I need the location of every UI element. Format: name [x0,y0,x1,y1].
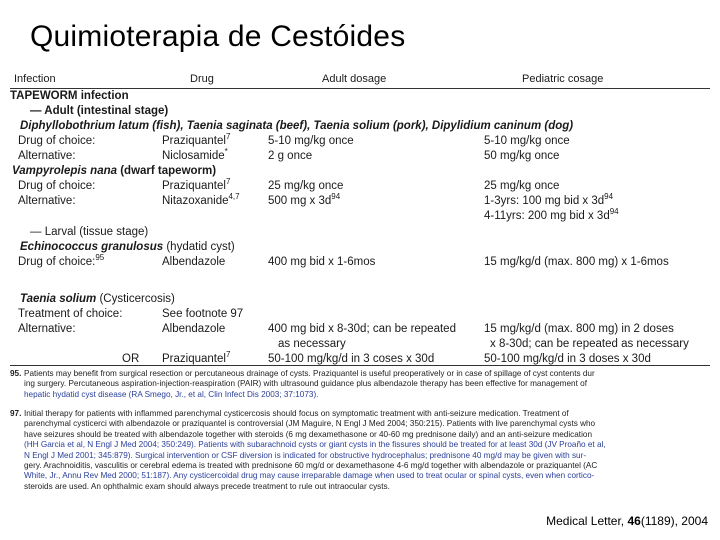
footnote-ref: 95 [95,253,105,263]
species-desc: (Cysticercosis) [96,293,175,305]
drug-text: Praziquantel [162,180,226,192]
table-header [10,72,710,87]
col-pediatric-dosage: Pediatric cosage [522,73,604,85]
pediatric-dose: 15 mg/kg/d (max. 800 mg) in 2 doses [484,323,674,335]
footnote-ref: 7 [225,350,231,360]
adult-dose: 2 g once [268,150,313,162]
pediatric-dose: 50 mg/kg once [484,150,560,162]
species-heading [20,292,710,307]
table-row [10,134,710,149]
drug-text: Niclosamide [162,150,225,162]
footnote-line: N Engl J Med 2001; 345:879). Surgical intervention or CSF diversion is indicated for obstructive hydrocephalus; prednisone 40 mg/d may be given with sur- [24,450,587,460]
footnote-97 [10,409,700,495]
stage-heading: — Adult (intestinal stage) [30,105,169,117]
drug-name [162,194,240,209]
drug-text: Praziquantel [162,353,226,365]
label-text: Drug of choice: [18,256,96,268]
drug-text: Nitazoxanide [162,195,229,207]
pediatric-dose [484,194,613,209]
table-row [10,149,710,164]
footnote-text [24,369,700,400]
footnote-ref: 7 [225,132,231,142]
table-row [10,322,710,337]
col-infection: Infection [14,73,56,85]
footnote-number: 97. [10,409,22,418]
footnote-ref: * [224,147,228,157]
species-name: Echinococcus granulosus [20,241,164,253]
species-desc: (dwarf tapeworm) [117,165,217,177]
row-label [18,255,104,270]
species-name: Vampyrolepis nana [12,165,118,177]
footnote-text [24,409,700,492]
pediatric-dose [484,209,619,224]
dose-text: 500 mg x 3d [268,195,332,207]
col-adult-dosage: Adult dosage [322,73,387,85]
table-row [10,194,710,209]
footnote-line: White, Jr., Annu Rev Med 2000; 51:187). Any cysticercoidal drug may cause irreparable damage when used to treat ocular or spinal cysts, even when cortico- [24,471,595,481]
table-row [10,255,710,270]
table-row [10,337,710,352]
drug-name: Albendazole [162,256,226,268]
footnote-rule [10,365,710,366]
drug-name [162,179,230,194]
footnote-ref: 94 [604,192,614,202]
footnote-line: ing surgery. Percutaneous aspiration-injection-reaspiration (PAIR) with ultrasound guidance plus albendazole therapy has been effective for management of [24,379,587,389]
table-row [10,307,710,322]
citation-prefix: Medical Letter, [546,514,628,528]
footnote-95 [10,369,700,401]
row-label: OR [122,353,140,365]
footnote-line: hepatic hydatid cyst disease (RA Smego, Jr., et al, Clin Infect Dis 2003; 37:1073). [24,389,319,399]
pediatric-dose: 15 mg/kg/d (max. 800 mg) x 1-6mos [484,256,669,268]
footnote-ref: 94 [609,207,619,217]
pediatric-dose: 25 mg/kg once [484,180,560,192]
drug-text: Praziquantel [162,135,226,147]
footnote-line: (HH Garcia et al, N Engl J Med 2004; 350:249). Patients with subarachnoid cysts or giant cysts in the fissures should be treated for at least 30d (JV Proaño et al, [24,440,606,450]
adult-dose: 400 mg bid x 8-30d; can be repeated [268,323,456,335]
species-name: Taenia solium [20,293,97,305]
dose-text: 4-11yrs: 200 mg bid x 3d [484,210,610,222]
section-heading: TAPEWORM infection [10,90,129,102]
table-row [10,209,710,224]
species-desc: (hydatid cyst) [163,241,235,253]
adult-dose: 50-100 mg/kg/d in 3 coses x 30d [268,353,435,365]
footnote-line: gery. Arachnoiditis, vasculitis or cerebral edema is treated with prednisone 60 mg/d or dexamethasone 4-6 mg/d together with albendazole or praziquantel (AC [24,461,598,471]
stage-heading: — Larval (tissue stage) [30,226,149,238]
adult-dose: 25 mg/kg once [268,180,344,192]
drug-name [162,149,228,164]
pediatric-dose: 50-100 mg/kg/d in 3 doses x 30d [484,353,651,365]
citation [546,514,708,528]
citation-suffix: (1189), 2004 [640,514,708,528]
row-label: Alternative: [18,195,76,207]
dosage-table [10,70,710,365]
row-label: Alternative: [18,323,76,335]
citation-volume: 46 [627,514,641,528]
adult-dose: 400 mg bid x 1-6mos [268,256,376,268]
footnote-line: have seizures should be treated with albendazole together with steroids (6 mg dexamethasone or 40-60 mg prednisone daily) and an anti-seizure medication [24,429,592,439]
species-heading [12,164,710,179]
footnote-line: steroids are used. An ophthalmic exam should always precede treatment to rule out intraocular cysts. [24,481,390,491]
slide-title: Quimioterapia de Cestóides [30,20,406,53]
footnote-line: Initial therapy for patients with inflammed parenchymal cysticercosis should focus on symptomatic treatment with anti-seizure medication. Treatment of [24,409,569,418]
row-label: Treatment of choice: [18,308,123,320]
footnote-line: parenchymal cysticerci with albendazole or praziquantel is controversial (JM Maguire, N Engl J Med 2004; 350:215). Patients with live parenchymal cysts who [24,419,596,429]
dose-text: 1-3yrs: 100 mg bid x 3d [484,195,605,207]
pediatric-dose: x 8-30d; can be repeated as necessary [490,338,689,350]
adult-dose [268,194,340,209]
footnote-ref: 7 [225,177,231,187]
drug-name: Albendazole [162,323,226,335]
footnote-ref: 94 [331,192,341,202]
footnote-number: 95. [10,369,22,378]
col-drug: Drug [190,73,214,85]
row-label: Drug of choice: [18,135,96,147]
species-heading [20,240,710,255]
row-label: Drug of choice: [18,180,96,192]
adult-dose: as necessary [278,338,346,350]
footnote-line: Patients may benefit from surgical resection or percutaneous drainage of cysts. Praziquantel is useful preoperatively or in case of spillage of cyst contents dur [24,369,595,378]
drug-name [162,134,230,149]
footnote-ref: 4,7 [228,192,240,202]
row-label: Alternative: [18,150,76,162]
adult-dose: 5-10 mg/kg once [268,135,354,147]
species-line: Diphyllobothrium latum (fish), Taenia saginata (beef), Taenia solium (pork), Dipylidium caninum (dog) [20,120,574,132]
pediatric-dose: 5-10 mg/kg once [484,135,570,147]
drug-name: See footnote 97 [162,308,244,320]
